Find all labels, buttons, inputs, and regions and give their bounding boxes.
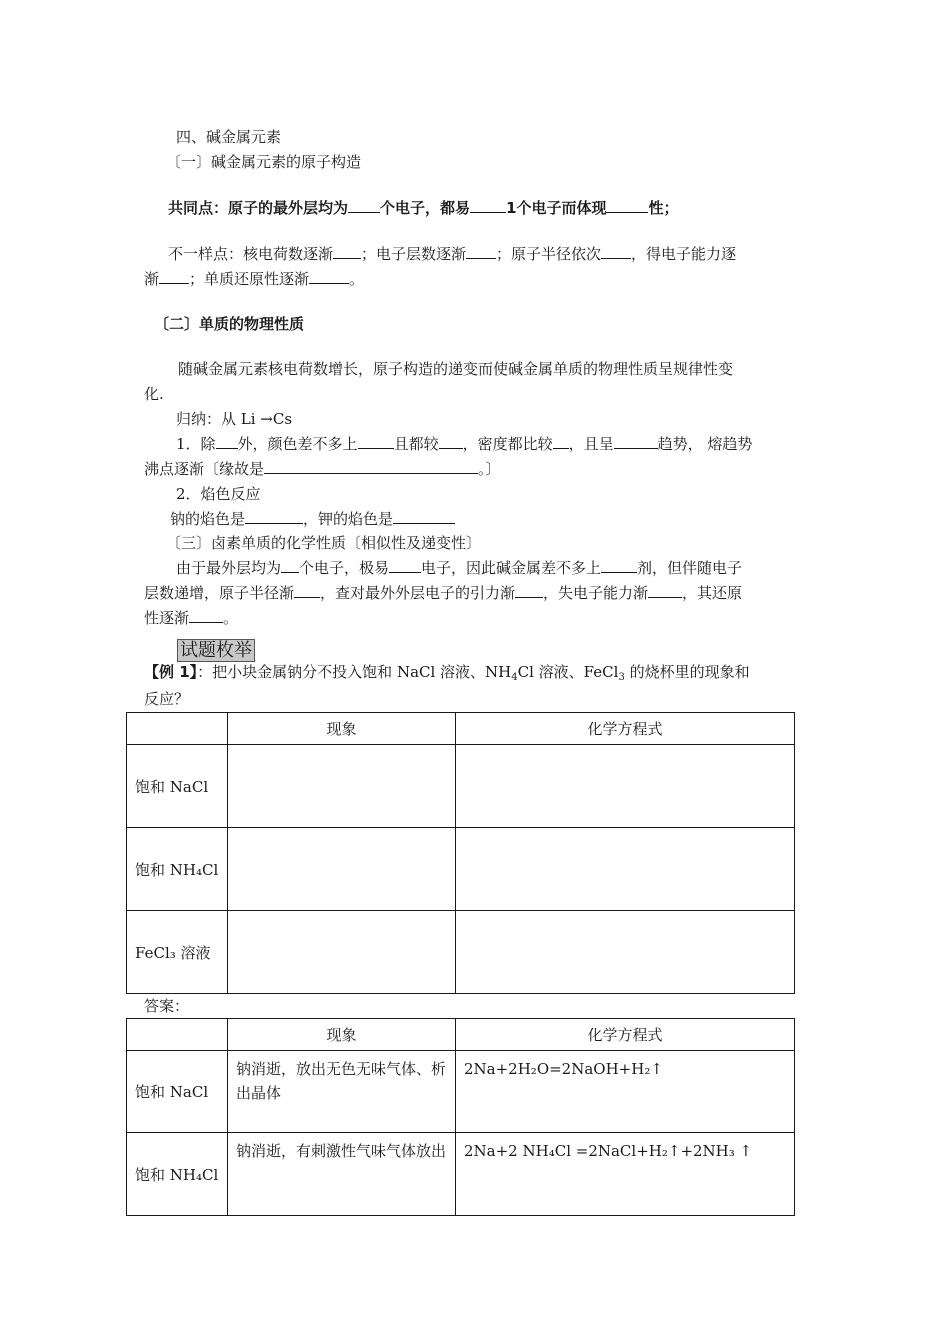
header-cell-equation: 化学方程式	[456, 1019, 795, 1051]
diff-text-6: ；单质还原性逐渐	[189, 270, 310, 288]
item-1-text-5: ，且呈	[568, 435, 614, 453]
row-name: 饱和 NH₄Cl	[127, 828, 228, 911]
blank	[393, 509, 455, 524]
difference-line-1	[168, 244, 736, 264]
chem-text-6: ，查对最外外层电子的引力渐	[320, 584, 516, 602]
common-text-4: 性；	[648, 199, 679, 217]
row-name: 饱和 NaCl	[127, 1051, 228, 1133]
equation-cell[interactable]	[456, 828, 795, 911]
flame-color-line	[170, 509, 455, 529]
row-name: FeCl₃ 溶液	[127, 911, 228, 994]
example-text-1: ：把小块金属钠分不投入饱和 NaCl 溶液、NH	[197, 663, 512, 681]
item-1-text-2: 外，颜色差不多上	[237, 435, 358, 453]
item-1-text-1: 1．除	[176, 435, 216, 453]
blank	[309, 269, 349, 284]
common-text-2: 个电子，都易	[380, 199, 471, 217]
item-1-line-2	[144, 459, 501, 479]
equation-cell: 2Na+2H₂O=2NaOH+H₂↑	[456, 1051, 795, 1133]
blank	[358, 434, 394, 449]
physical-text-line-1: 随碱金属元素核电荷数增长，原子构造的递变而使碱金属单质的物理性质呈规律性变	[178, 360, 734, 378]
blank	[601, 558, 637, 573]
blank	[614, 434, 658, 449]
chem-line-1	[176, 558, 742, 578]
phenomenon-cell: 钠消逝，有刺激性气味气体放出	[228, 1133, 456, 1216]
diff-text-3: ；原子半径依次	[496, 245, 602, 263]
blank	[648, 583, 682, 598]
table-row	[127, 1051, 795, 1133]
phenomenon-cell[interactable]	[228, 911, 456, 994]
blank	[216, 434, 238, 449]
induction-label: 归纳：从 Li →Cs	[176, 410, 293, 428]
subsection-title-2: 〔二〕单质的物理性质	[154, 315, 305, 333]
example-sub-1: 4	[511, 672, 518, 683]
example-question-line-1	[144, 662, 750, 685]
common-text-1: 共同点：原子的最外层均为	[168, 199, 349, 217]
header-cell-phenomenon: 现象	[228, 713, 456, 745]
chem-line-2	[144, 583, 742, 603]
phenomenon-cell: 钠消逝，放出无色无味气体、析出晶体	[228, 1051, 456, 1133]
subsection-title-3: 〔三〕卤素单质的化学性质〔相似性及递变性〕	[166, 534, 482, 552]
diff-text-2: ；电子层数逐渐	[361, 245, 467, 263]
blank	[159, 269, 189, 284]
blank	[264, 459, 478, 474]
example-text-3: 的烧杯里的现象和	[624, 663, 750, 681]
badge-label: 试题枚举	[177, 639, 255, 662]
equation-cell[interactable]	[456, 745, 795, 828]
diff-text-4: ，得电子能力逐	[631, 245, 737, 263]
subsection-title-1: 〔一〕碱金属元素的原子构造	[166, 153, 362, 171]
chem-text-8: ，其还原	[682, 584, 743, 602]
blank	[189, 608, 223, 623]
blank	[470, 198, 506, 213]
diff-text-7: 。	[349, 270, 365, 288]
phenomenon-cell[interactable]	[228, 828, 456, 911]
example-label: 【例 1】	[144, 663, 198, 681]
blank	[553, 434, 569, 449]
example-sub-2: 3	[618, 672, 625, 683]
item-1-text-3: 且都较	[393, 435, 439, 453]
answer-label: 答案：	[144, 997, 190, 1015]
table-row	[127, 828, 795, 911]
blank	[601, 244, 631, 259]
equation-cell[interactable]	[456, 911, 795, 994]
blank	[466, 244, 496, 259]
chem-text-10: 。	[223, 609, 239, 627]
table-row	[127, 1133, 795, 1216]
header-cell-phenomenon: 现象	[228, 1019, 456, 1051]
blank	[245, 509, 303, 524]
chem-text-5: 层数递增，原子半径渐	[144, 584, 295, 602]
table-header-row	[127, 1019, 795, 1051]
header-cell-equation: 化学方程式	[456, 713, 795, 745]
item-2: 2．焰色反应	[176, 485, 261, 503]
chem-text-3: 电子，因此碱金属差不多上	[421, 559, 602, 577]
difference-line-2	[144, 269, 364, 289]
header-cell	[127, 713, 228, 745]
section-title: 四、碱金属元素	[176, 128, 282, 146]
blank	[439, 434, 463, 449]
blank	[333, 244, 361, 259]
row-name: 饱和 NH₄Cl	[127, 1133, 228, 1216]
item-1-text-8: 。〕	[478, 460, 501, 478]
blank	[348, 198, 380, 213]
physical-text-line-2: 化.	[144, 385, 164, 403]
section-badge	[177, 640, 255, 662]
blank	[515, 583, 543, 598]
header-cell	[127, 1019, 228, 1051]
example-question-line-2: 反应？	[144, 690, 190, 708]
item-1-text-6: 趋势， 熔趋势	[657, 435, 753, 453]
chem-text-7: ，失电子能力渐	[543, 584, 649, 602]
flame-text-1: 钠的焰色是	[170, 510, 246, 528]
table-header-row	[127, 713, 795, 745]
flame-text-2: ，钾的焰色是	[303, 510, 394, 528]
phenomenon-cell[interactable]	[228, 745, 456, 828]
equation-cell: 2Na+2 NH₄Cl =2NaCl+H₂↑+2NH₃ ↑	[456, 1133, 795, 1216]
blank	[281, 558, 299, 573]
diff-text-5: 渐	[144, 270, 160, 288]
row-name: 饱和 NaCl	[127, 745, 228, 828]
chem-line-3	[144, 608, 238, 628]
item-1-text-4: ，密度都比较	[462, 435, 553, 453]
item-1-text-7: 沸点逐渐〔缘故是	[144, 460, 265, 478]
common-text-3: 1个电子而体现	[506, 199, 607, 217]
item-1-line-1	[176, 434, 752, 454]
blank	[606, 198, 648, 213]
chem-text-9: 性逐渐	[144, 609, 190, 627]
chem-text-4: 剂，但伴随电子	[637, 559, 743, 577]
chem-text-1: 由于最外层均为	[176, 559, 282, 577]
example-text-2: Cl 溶液、FeCl	[517, 663, 619, 681]
diff-text-1: 不一样点：核电荷数逐渐	[168, 245, 334, 263]
blank	[294, 583, 320, 598]
blank	[389, 558, 421, 573]
chem-text-2: 个电子，极易	[299, 559, 390, 577]
common-points	[168, 198, 679, 218]
table-row	[127, 745, 795, 828]
answer-table	[126, 1018, 795, 1216]
question-table	[126, 712, 795, 994]
table-row	[127, 911, 795, 994]
